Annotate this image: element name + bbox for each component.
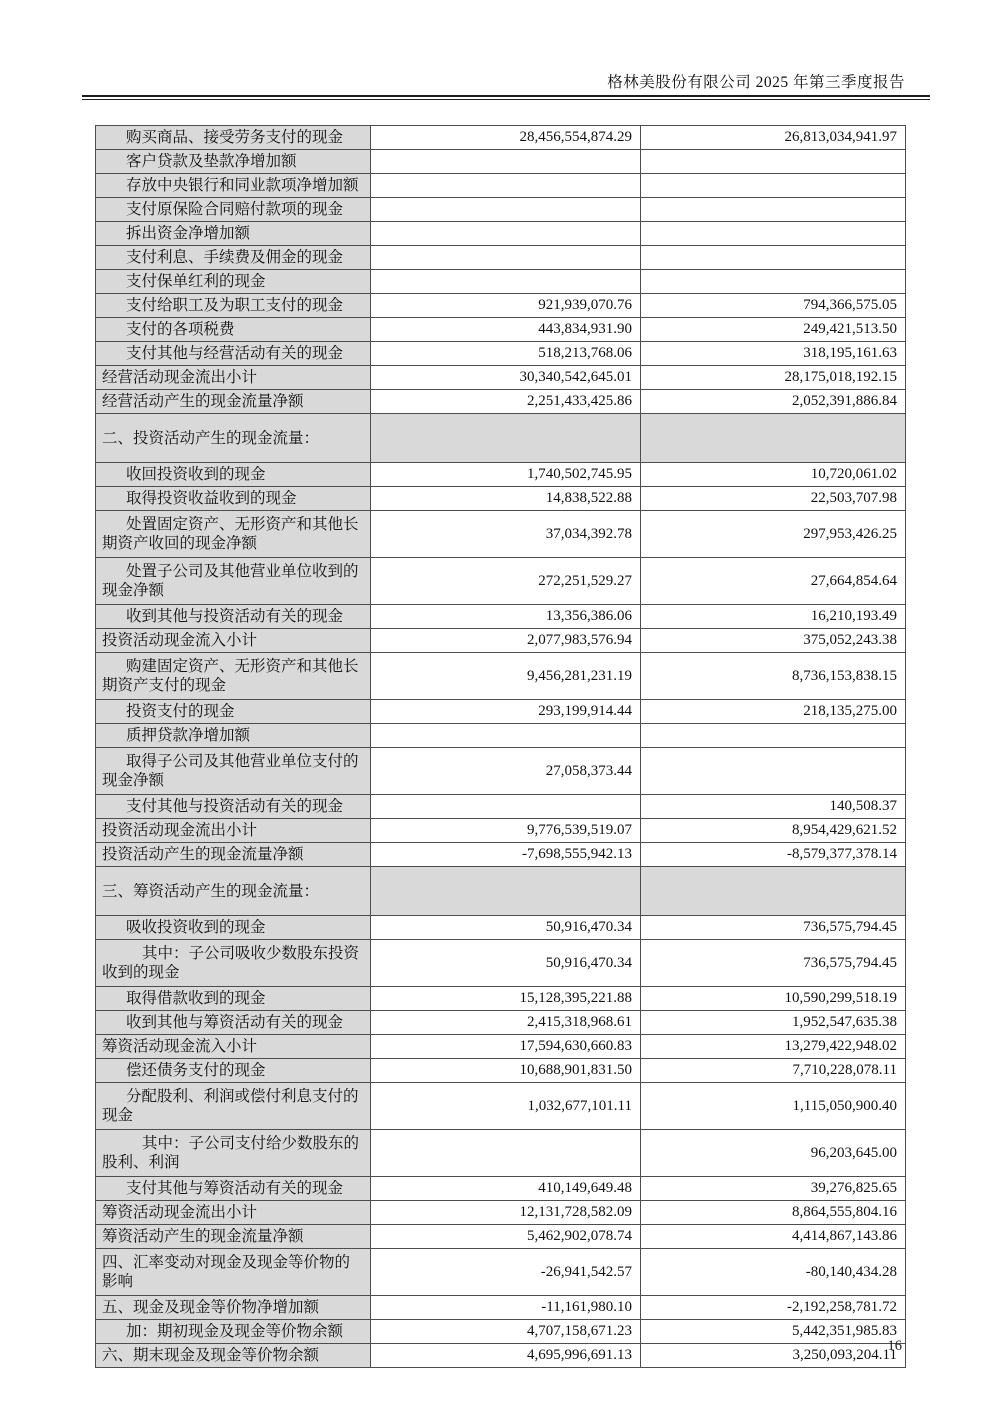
row-value-col1: 17,594,630,660.83 [371,1035,641,1059]
table-row [96,724,906,748]
table-row [96,150,906,174]
row-value-col1: 272,251,529.27 [371,558,641,605]
table-row [96,126,906,150]
row-value-col1: 15,128,395,221.88 [371,987,641,1011]
row-label: 购建固定资产、无形资产和其他长期资产支付的现金 [96,653,371,700]
row-value-col1: 4,695,996,691.13 [371,1344,641,1368]
table-row [96,294,906,318]
row-value-col1 [371,150,641,174]
row-value-col1: 9,456,281,231.19 [371,653,641,700]
row-label: 购买商品、接受劳务支付的现金 [96,126,371,150]
row-value-col2: -8,579,377,378.14 [641,843,906,867]
page-number: 16 [887,1338,902,1354]
row-value-col1: 1,032,677,101.11 [371,1083,641,1130]
row-label: 支付其他与投资活动有关的现金 [96,795,371,819]
row-value-col1 [371,724,641,748]
row-value-col1 [371,270,641,294]
row-value-col2: 1,115,050,900.40 [641,1083,906,1130]
page-title: 格林美股份有限公司 2025 年第三季度报告 [607,74,905,91]
row-label: 投资活动现金流出小计 [96,819,371,843]
table-row [96,246,906,270]
row-value-col1: 27,058,373.44 [371,748,641,795]
table-row [96,318,906,342]
table-row [96,1083,906,1130]
row-label: 三、筹资活动产生的现金流量： [96,867,371,916]
table-row [96,366,906,390]
row-value-col2: 10,720,061.02 [641,463,906,487]
row-label: 处置固定资产、无形资产和其他长期资产收回的现金净额 [96,511,371,558]
table-row [96,867,906,916]
row-value-col2: 28,175,018,192.15 [641,366,906,390]
row-value-col2: 22,503,707.98 [641,487,906,511]
row-value-col2: 375,052,243.38 [641,629,906,653]
table-row [96,916,906,940]
row-value-col1: 50,916,470.34 [371,916,641,940]
table-row [96,270,906,294]
row-value-col2: 26,813,034,941.97 [641,126,906,150]
row-value-col1: 443,834,931.90 [371,318,641,342]
row-value-col2: 27,664,854.64 [641,558,906,605]
table-row [96,174,906,198]
row-value-col2 [641,174,906,198]
table-row [96,1011,906,1035]
table-row [96,843,906,867]
row-value-col2: 736,575,794.45 [641,940,906,987]
table-row [96,342,906,366]
row-value-col1: 410,149,649.48 [371,1177,641,1201]
row-label: 其中：子公司吸收少数股东投资收到的现金 [96,940,371,987]
table-row [96,605,906,629]
row-value-col1 [371,198,641,222]
table-row [96,1320,906,1344]
row-value-col1: -26,941,542.57 [371,1249,641,1296]
row-value-col2 [641,414,906,463]
row-value-col2: 4,414,867,143.86 [641,1225,906,1249]
row-value-col1: 2,415,318,968.61 [371,1011,641,1035]
row-value-col1: 5,462,902,078.74 [371,1225,641,1249]
row-value-col2: 8,736,153,838.15 [641,653,906,700]
cash-flow-statement-table [95,125,906,1368]
table-row [96,1249,906,1296]
row-value-col2: 249,421,513.50 [641,318,906,342]
row-label: 收回投资收到的现金 [96,463,371,487]
table-row [96,795,906,819]
row-value-col2: 218,135,275.00 [641,700,906,724]
table-row [96,629,906,653]
row-label: 支付利息、手续费及佣金的现金 [96,246,371,270]
row-value-col2: 2,052,391,886.84 [641,390,906,414]
row-value-col2 [641,724,906,748]
row-value-col1: 10,688,901,831.50 [371,1059,641,1083]
row-value-col2: 794,366,575.05 [641,294,906,318]
row-value-col2: 5,442,351,985.83 [641,1320,906,1344]
row-value-col1: 2,251,433,425.86 [371,390,641,414]
row-value-col2: 3,250,093,204.11 [641,1344,906,1368]
row-value-col2: 96,203,645.00 [641,1130,906,1177]
row-value-col2: 1,952,547,635.38 [641,1011,906,1035]
row-label: 筹资活动产生的现金流量净额 [96,1225,371,1249]
row-value-col2: 318,195,161.63 [641,342,906,366]
row-label: 投资活动产生的现金流量净额 [96,843,371,867]
row-label: 四、汇率变动对现金及现金等价物的影响 [96,1249,371,1296]
table-row [96,511,906,558]
row-value-col2: -80,140,434.28 [641,1249,906,1296]
table-row [96,1201,906,1225]
row-label: 支付原保险合同赔付款项的现金 [96,198,371,222]
row-label: 支付的各项税费 [96,318,371,342]
table-row [96,1296,906,1320]
row-label: 客户贷款及垫款净增加额 [96,150,371,174]
row-value-col1: 4,707,158,671.23 [371,1320,641,1344]
table-row [96,1035,906,1059]
row-value-col1 [371,174,641,198]
table-row [96,987,906,1011]
table-row [96,222,906,246]
row-value-col1: 50,916,470.34 [371,940,641,987]
row-value-col1: 13,356,386.06 [371,605,641,629]
table-row [96,700,906,724]
table-row [96,1225,906,1249]
row-label: 处置子公司及其他营业单位收到的现金净额 [96,558,371,605]
row-value-col2: 13,279,422,948.02 [641,1035,906,1059]
row-value-col1: -11,161,980.10 [371,1296,641,1320]
row-value-col2: 297,953,426.25 [641,511,906,558]
row-label: 收到其他与投资活动有关的现金 [96,605,371,629]
row-label: 投资活动现金流入小计 [96,629,371,653]
table-row [96,653,906,700]
row-label: 六、期末现金及现金等价物余额 [96,1344,371,1368]
row-value-col1 [371,414,641,463]
row-value-col2 [641,150,906,174]
row-value-col1: 14,838,522.88 [371,487,641,511]
row-label: 取得子公司及其他营业单位支付的现金净额 [96,748,371,795]
row-value-col1: 9,776,539,519.07 [371,819,641,843]
row-value-col1 [371,246,641,270]
row-value-col2 [641,270,906,294]
row-value-col2 [641,198,906,222]
row-value-col2: -2,192,258,781.72 [641,1296,906,1320]
row-label: 吸收投资收到的现金 [96,916,371,940]
row-label: 投资支付的现金 [96,700,371,724]
row-label: 取得投资收益收到的现金 [96,487,371,511]
table-row [96,1344,906,1368]
row-value-col1: 1,740,502,745.95 [371,463,641,487]
table-row [96,1059,906,1083]
row-value-col1: 28,456,554,874.29 [371,126,641,150]
row-value-col1 [371,867,641,916]
row-label: 筹资活动现金流出小计 [96,1201,371,1225]
row-value-col2: 140,508.37 [641,795,906,819]
row-value-col1 [371,222,641,246]
table-row [96,558,906,605]
table-row [96,748,906,795]
row-label: 支付其他与经营活动有关的现金 [96,342,371,366]
row-value-col1 [371,795,641,819]
row-value-col2: 10,590,299,518.19 [641,987,906,1011]
row-label: 经营活动产生的现金流量净额 [96,390,371,414]
table-row [96,198,906,222]
row-value-col1: 12,131,728,582.09 [371,1201,641,1225]
row-label: 支付其他与筹资活动有关的现金 [96,1177,371,1201]
row-label: 收到其他与筹资活动有关的现金 [96,1011,371,1035]
row-value-col2: 8,954,429,621.52 [641,819,906,843]
row-label: 分配股利、利润或偿付利息支付的现金 [96,1083,371,1130]
row-label: 存放中央银行和同业款项净增加额 [96,174,371,198]
row-value-col1: 30,340,542,645.01 [371,366,641,390]
row-value-col2: 16,210,193.49 [641,605,906,629]
row-label: 加：期初现金及现金等价物余额 [96,1320,371,1344]
table-row [96,463,906,487]
row-value-col1: -7,698,555,942.13 [371,843,641,867]
row-value-col2 [641,867,906,916]
row-value-col1: 2,077,983,576.94 [371,629,641,653]
row-label: 经营活动现金流出小计 [96,366,371,390]
table-row [96,819,906,843]
row-label: 质押贷款净增加额 [96,724,371,748]
row-value-col1: 518,213,768.06 [371,342,641,366]
row-label: 筹资活动现金流入小计 [96,1035,371,1059]
row-value-col1: 37,034,392.78 [371,511,641,558]
row-value-col2: 736,575,794.45 [641,916,906,940]
row-label: 二、投资活动产生的现金流量： [96,414,371,463]
row-value-col2: 7,710,228,078.11 [641,1059,906,1083]
table-row [96,414,906,463]
row-value-col2 [641,246,906,270]
header-divider [82,95,930,100]
row-label: 拆出资金净增加额 [96,222,371,246]
row-label: 其中：子公司支付给少数股东的股利、利润 [96,1130,371,1177]
row-value-col2: 39,276,825.65 [641,1177,906,1201]
row-value-col1: 921,939,070.76 [371,294,641,318]
row-label: 支付保单红利的现金 [96,270,371,294]
row-value-col1 [371,1130,641,1177]
row-value-col1: 293,199,914.44 [371,700,641,724]
row-label: 支付给职工及为职工支付的现金 [96,294,371,318]
row-value-col2 [641,222,906,246]
row-value-col2 [641,748,906,795]
table-row [96,390,906,414]
row-label: 偿还债务支付的现金 [96,1059,371,1083]
table-row [96,1130,906,1177]
row-label: 五、现金及现金等价物净增加额 [96,1296,371,1320]
table-row [96,487,906,511]
table-row [96,1177,906,1201]
row-label: 取得借款收到的现金 [96,987,371,1011]
table-row [96,940,906,987]
row-value-col2: 8,864,555,804.16 [641,1201,906,1225]
